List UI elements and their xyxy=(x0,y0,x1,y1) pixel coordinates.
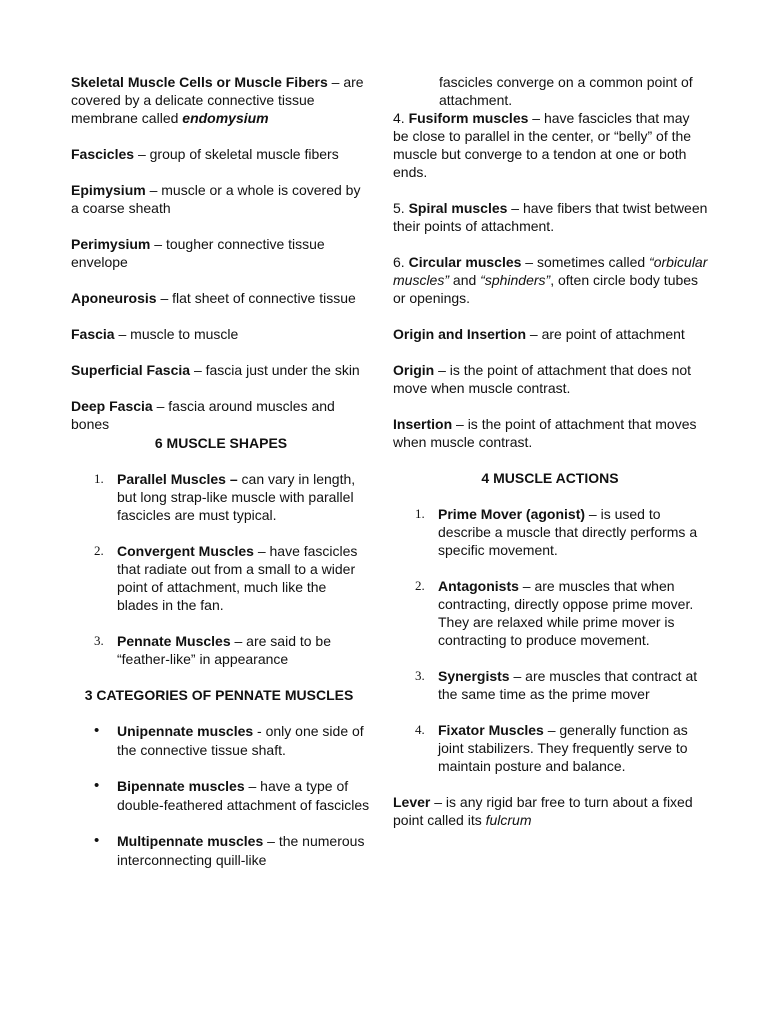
term-definition: , often circle body tubes or openings. xyxy=(393,272,699,306)
term-label: Skeletal Muscle Cells or Muscle Fibers xyxy=(71,74,328,90)
list-number: 1. xyxy=(415,506,425,521)
list-item-unipennate xyxy=(71,722,371,759)
muscle-actions-list xyxy=(393,505,708,775)
term-label: Insertion xyxy=(393,416,453,432)
term-label: Fascia xyxy=(71,326,115,342)
term-label: Aponeurosis xyxy=(71,290,157,306)
term-definition: – the numerous interconnecting quill-like xyxy=(117,833,365,868)
term-definition: – tougher connective tissue envelope xyxy=(71,236,325,270)
term-label: Parallel Muscles – xyxy=(117,471,238,487)
term-label: Circular muscles xyxy=(408,254,522,270)
term-definition: – is the point of attachment that does not move when muscle contrast. xyxy=(393,362,692,396)
term-deep-fascia xyxy=(71,397,371,433)
term-insertion xyxy=(393,415,708,451)
term-emphasis: fulcrum xyxy=(485,812,532,828)
term-definition: – have a type of double-feathered attachment of fascicles xyxy=(117,778,370,813)
term-definition: - only one side of the connective tissue shaft. xyxy=(117,723,364,758)
term-label: Convergent Muscles xyxy=(117,543,254,559)
term-definition: – fascia just under the skin xyxy=(190,362,360,378)
term-label: Epimysium xyxy=(71,182,146,198)
list-item-synergists xyxy=(393,667,708,703)
term-label: Superficial Fascia xyxy=(71,362,191,378)
list-number: 4. xyxy=(393,110,405,126)
list-number: 4. xyxy=(415,722,425,737)
term-definition: – are said to be “feather-like” in appearance xyxy=(117,633,332,667)
list-number: 5. xyxy=(393,200,405,216)
left-column xyxy=(71,73,371,869)
list-item-fusiform-muscles xyxy=(393,109,708,181)
term-definition: – is used to describe a muscle that directly performs a specific movement. xyxy=(438,506,698,558)
term-definition: – flat sheet of connective tissue xyxy=(156,290,356,306)
term-definition: – are muscles that contract at the same time as the prime mover xyxy=(438,668,698,702)
term-definition: – group of skeletal muscle fibers xyxy=(134,146,339,162)
term-label: Fixator Muscles xyxy=(438,722,544,738)
term-definition: – generally function as joint stabilizers. They frequently serve to maintain posture and balance. xyxy=(438,722,688,774)
term-label: Multipennate muscles xyxy=(117,833,264,849)
term-origin xyxy=(393,361,708,397)
list-number: 3. xyxy=(415,668,425,683)
term-superficial-fascia xyxy=(71,361,371,379)
bullet: • xyxy=(94,777,100,794)
term-label: Fascicles xyxy=(71,146,135,162)
term-definition: – sometimes called xyxy=(521,254,650,270)
term-definition: can vary in length, but long strap-like muscle with parallel fascicles are must typical. xyxy=(117,471,356,523)
list-item-spiral-muscles xyxy=(393,199,708,235)
list-item-parallel-muscles xyxy=(71,470,371,524)
term-label: Pennate Muscles xyxy=(117,633,231,649)
list-item-fixator-muscles xyxy=(393,721,708,775)
term-emphasis: “sphinders” xyxy=(480,272,551,288)
term-label: Lever xyxy=(393,794,431,810)
bullet: • xyxy=(94,832,100,849)
list-item-multipennate xyxy=(71,832,371,869)
term-perimysium xyxy=(71,235,371,271)
term-definition: – have fascicles that radiate out from a small to a wider point of attachment, much like the blades in the fan. xyxy=(117,543,358,613)
term-fascia xyxy=(71,325,371,343)
list-item-circular-muscles xyxy=(393,253,708,307)
right-column xyxy=(393,73,708,829)
term-label: Origin and Insertion xyxy=(393,326,527,342)
list-item-antagonists xyxy=(393,577,708,649)
section-heading-muscle-shapes: 6 MUSCLE SHAPES xyxy=(154,435,288,451)
term-origin-and-insertion xyxy=(393,325,708,343)
term-definition: – have fascicles that may be close to parallel in the center, or “belly” of the muscle but converge to a tendon at one or both ends. xyxy=(393,110,692,180)
term-label: Spiral muscles xyxy=(408,200,508,216)
term-lever xyxy=(393,793,708,829)
term-definition: – is any rigid bar free to turn about a fixed point called its xyxy=(393,794,693,828)
term-label: Prime Mover (agonist) xyxy=(438,506,586,522)
term-skeletal-muscle-cells xyxy=(71,73,371,127)
term-label: Bipennate muscles xyxy=(117,778,245,794)
term-label: Antagonists xyxy=(438,578,519,594)
term-label: Origin xyxy=(393,362,435,378)
term-definition: – muscle or a whole is covered by a coarse sheath xyxy=(71,182,361,216)
list-item-prime-mover xyxy=(393,505,708,559)
list-continuation-multipennate: fascicles converge on a common point of attachment. xyxy=(439,74,693,108)
term-definition: – fascia around muscles and bones xyxy=(71,398,335,432)
list-number: 2. xyxy=(415,578,425,593)
term-epimysium xyxy=(71,181,371,217)
term-fascicles xyxy=(71,145,371,163)
term-aponeurosis xyxy=(71,289,371,307)
term-label: Deep Fascia xyxy=(71,398,153,414)
term-emphasis: “orbicular muscles” xyxy=(393,254,708,288)
term-emphasis: endomysium xyxy=(182,110,269,126)
term-definition: – are muscles that when contracting, directly oppose prime mover. They are relaxed while prime mover is contracting to produce movement. xyxy=(438,578,694,648)
term-definition: – are covered by a delicate connective tissue membrane called xyxy=(71,74,364,126)
term-label: Perimysium xyxy=(71,236,151,252)
term-label: Synergists xyxy=(438,668,510,684)
list-number: 1. xyxy=(94,471,104,486)
term-definition: – are point of attachment xyxy=(526,326,685,342)
section-heading-muscle-actions: 4 MUSCLE ACTIONS xyxy=(481,470,619,486)
list-item-convergent-muscles xyxy=(71,542,371,614)
list-number: 3. xyxy=(94,633,104,648)
list-item-bipennate xyxy=(71,777,371,814)
term-definition: – is the point of attachment that moves when muscle contrast. xyxy=(393,416,697,450)
term-definition: and xyxy=(449,272,481,288)
list-number: 2. xyxy=(94,543,104,558)
term-definition: – muscle to muscle xyxy=(114,326,239,342)
term-definition: – have fibers that twist between their points of attachment. xyxy=(393,200,708,234)
bullet: • xyxy=(94,722,100,739)
list-number: 6. xyxy=(393,254,405,270)
list-item-pennate-muscles xyxy=(71,632,371,668)
term-label: Fusiform muscles xyxy=(408,110,529,126)
section-heading-pennate-categories: 3 CATEGORIES OF PENNATE MUSCLES xyxy=(84,687,354,703)
term-label: Unipennate muscles xyxy=(117,723,254,739)
